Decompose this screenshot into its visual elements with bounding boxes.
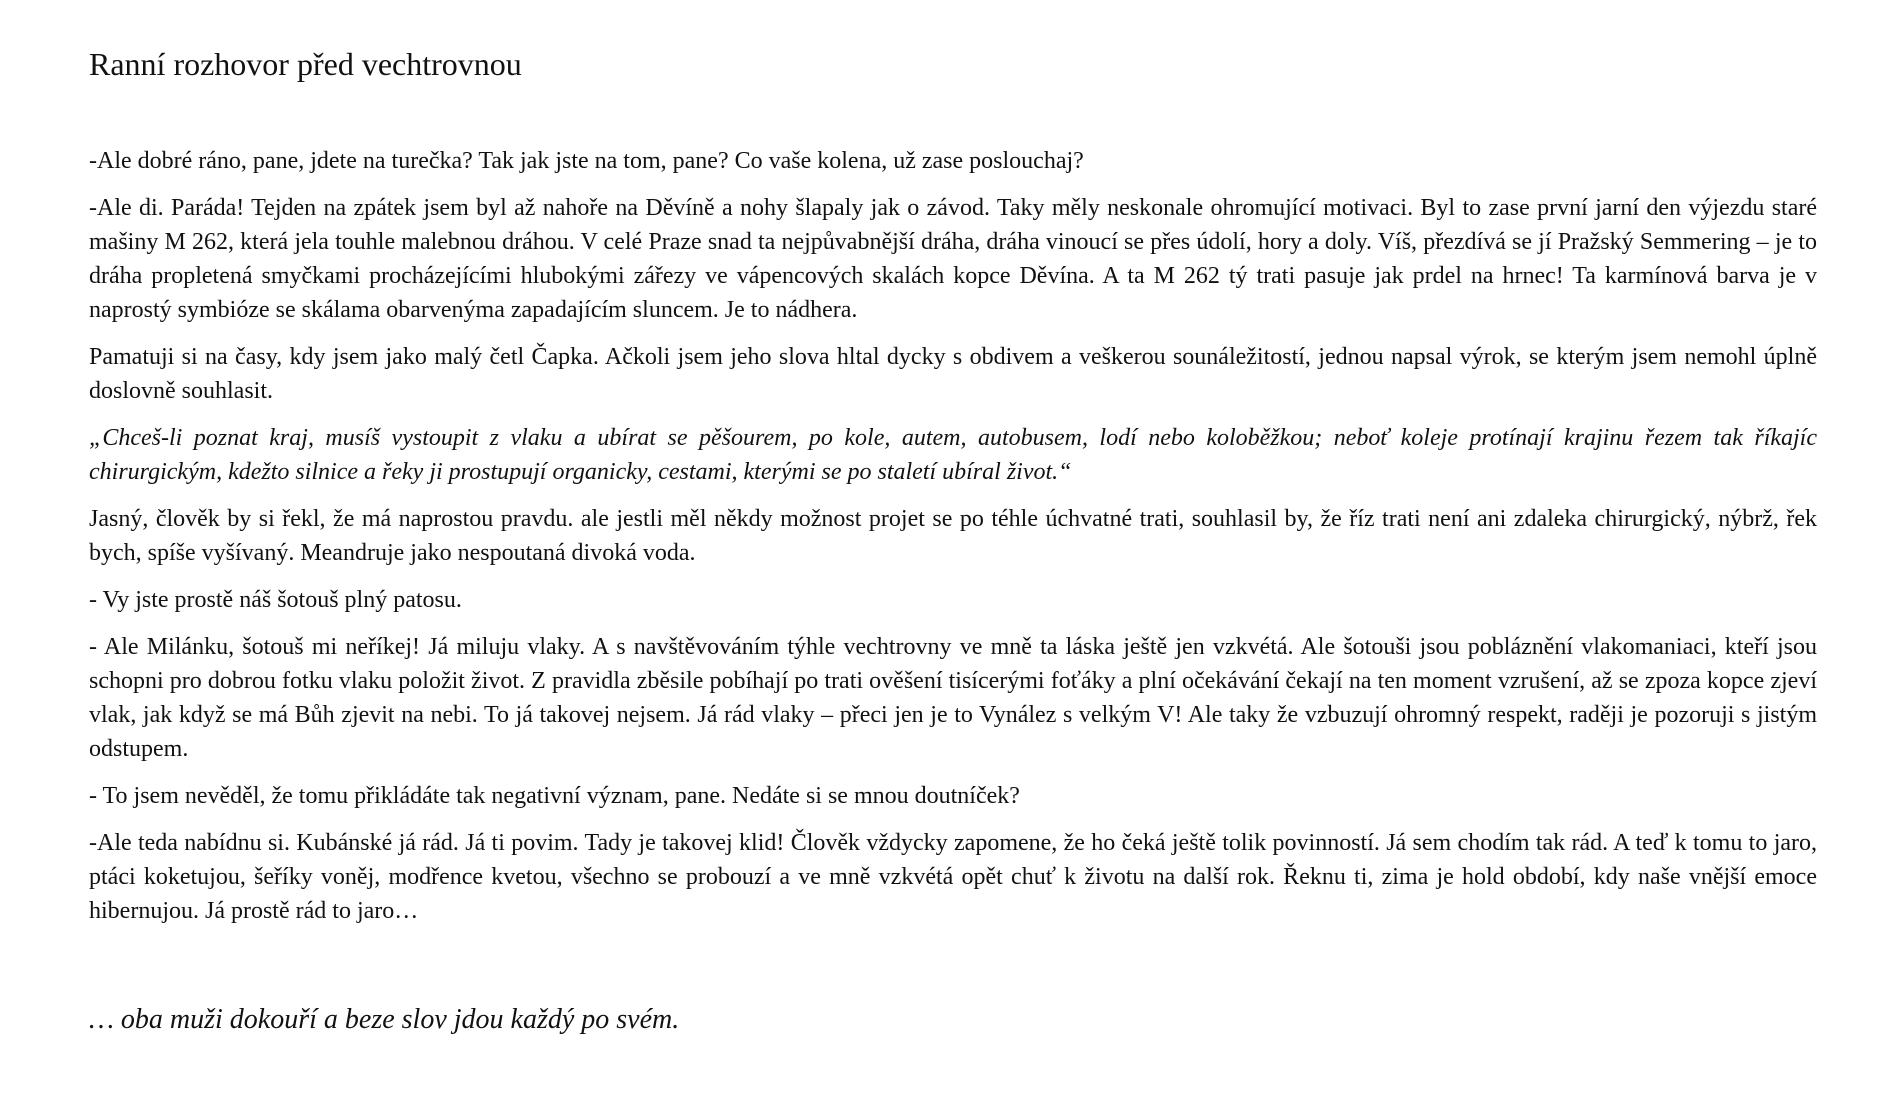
paragraph: Jasný, člověk by si řekl, že má naprostou pravdu. ale jestli měl někdy možnost projet se po téhle úchvatné trati, souhlasil by, že říz trati není ani zdaleka chirurgický, nýbrž, řek bych, spíše vyšívaný. Meandruje jako nespoutaná divoká voda. xyxy=(89,506,1817,566)
paragraph: -Ale teda nabídnu si. Kubánské já rád. Já ti povim. Tady je takovej klid! Člověk vždycky zapomene, že ho čeká ještě tolik povinností. Já sem chodím tak rád. A teď k tomu to jaro, ptáci koketujou, šeříky voněj, modřence kvetou, všechno se probouzí a ve mně vzkvétá opět chuť k životu na další rok. Řeknu ti, zima je hold období, kdy naše vnější emoce hibernujou. Já prostě rád to jaro… xyxy=(89,830,1817,924)
paragraph: - Ale Milánku, šotouš mi neříkej! Já miluju vlaky. A s navštěvováním týhle vechtrovny ve mně ta láska ještě jen vzkvétá. Ale šotouši jsou pobláznění vlakomaniaci, kteří jsou schopni pro dobrou fotku vlaku položit život. Z pravidla zběsile pobíhají po trati ověšení tisícerými foťáky a plní očekávání čekají na ten moment vzrušení, až se zpoza kopce zjeví vlak, jak když se má Bůh zjevit na nebi. To já takovej nejsem. Já rád vlaky – přeci jen je to Vynález s velkým V! Ale taky že vzbuzují ohromný respekt, raději je pozoruji s jistým odstupem. xyxy=(89,634,1817,762)
quote-paragraph: „Chceš-li poznat kraj, musíš vystoupit z vlaku a ubírat se pěšourem, po kole, autem, autobusem, lodí nebo koloběžkou; neboť koleje protínají krajinu řezem tak říkajíc chirurgickým, kdežto silnice a řeky ji prostupují organicky, cestami, kterými se po staletí ubíral život.“ xyxy=(89,425,1817,485)
document-body xyxy=(89,144,1817,928)
paragraph: -Ale dobré ráno, pane, jdete na turečka? Tak jak jste na tom, pane? Co vaše kolena, už zase poslouchaj? xyxy=(89,148,1084,174)
paragraph: - Vy jste prostě náš šotouš plný patosu. xyxy=(89,587,462,613)
document-page xyxy=(89,44,1817,941)
paragraph: Pamatuji si na časy, kdy jsem jako malý četl Čapka. Ačkoli jsem jeho slova hltal dycky s obdivem a veškerou sounáležitostí, jednou napsal výrok, se kterým jsem nemohl úplně doslovně souhlasit. xyxy=(89,344,1817,404)
paragraph: - To jsem nevěděl, že tomu přikládáte tak negativní význam, pane. Nedáte si se mnou doutníček? xyxy=(89,783,1020,809)
closing-line: … oba muži dokouří a beze slov jdou každý po svém. xyxy=(89,1004,680,1035)
paragraph: -Ale di. Paráda! Tejden na zpátek jsem byl až nahoře na Děvíně a nohy šlapaly jak o závod. Taky měly neskonale ohromující motivaci. Byl to zase první jarní den výjezdu staré mašiny M 262, která jela touhle malebnou dráhou. V celé Praze snad ta nejpůvabnější dráha, dráha vinoucí se přes údolí, hory a doly. Víš, přezdívá se jí Pražský Semmering – je to dráha propletená smyčkami procházejícími hlubokými zářezy ve vápencových skalách kopce Děvína. A ta M 262 tý trati pasuje jak prdel na hrnec! Ta karmínová barva je v naprostý symbióze se skálama obarvenýma zapadajícím sluncem. Je to nádhera. xyxy=(89,195,1817,323)
document-title: Ranní rozhovor před vechtrovnou xyxy=(89,46,522,82)
